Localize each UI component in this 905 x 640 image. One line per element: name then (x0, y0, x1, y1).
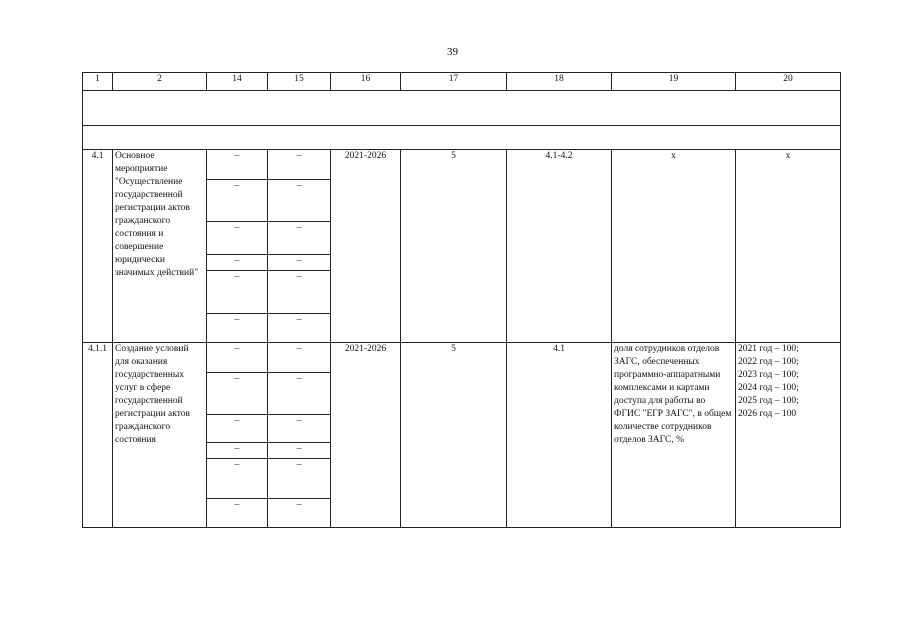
dash-cell: – (268, 180, 331, 222)
dash-cell: – (207, 459, 268, 499)
dash-cell: – (207, 150, 268, 180)
dash-cell: – (207, 343, 268, 373)
header-cell: 1 (83, 73, 113, 91)
header-cell: 19 (612, 73, 736, 91)
dash-cell: – (268, 443, 331, 459)
dash-cell: – (268, 150, 331, 180)
header-cell: 14 (207, 73, 268, 91)
col19-cell: х (612, 150, 736, 343)
col18-cell: 4.1-4.2 (507, 150, 612, 343)
header-cell: 18 (507, 73, 612, 91)
row-number: 4.1 (83, 150, 113, 343)
year-value: 2024 год – 100; (738, 383, 799, 393)
dash-cell: – (268, 343, 331, 373)
dash-cell: – (207, 222, 268, 255)
header-cell: 16 (331, 73, 401, 91)
header-cell: 15 (268, 73, 331, 91)
empty-cell (83, 91, 841, 126)
header-cell: 20 (736, 73, 841, 91)
dash-cell: – (207, 373, 268, 415)
page-number: 39 (447, 46, 458, 58)
dash-cell: – (268, 499, 331, 528)
empty-cell (83, 126, 841, 150)
dash-cell: – (207, 499, 268, 528)
header-cell: 17 (401, 73, 507, 91)
dash-cell: – (207, 443, 268, 459)
year-value: 2023 год – 100; (738, 370, 799, 380)
col17-cell: 5 (401, 343, 507, 528)
dash-cell: – (207, 180, 268, 222)
data-table (82, 72, 841, 528)
dash-cell: – (207, 255, 268, 271)
dash-cell: – (207, 415, 268, 443)
row-name: Основное мероприятие "Осуществление государственной регистрации актов гражданского состояния и совершение юридически значимых действий" (113, 150, 207, 343)
table-row (83, 343, 841, 373)
table-row (83, 150, 841, 180)
year-value: 2025 год – 100; (738, 396, 799, 406)
period-cell: 2021-2026 (331, 343, 401, 528)
dash-cell: – (268, 255, 331, 271)
dash-cell: – (268, 222, 331, 255)
dash-cell: – (207, 271, 268, 314)
year-value: 2026 год – 100 (738, 409, 797, 419)
row-number: 4.1.1 (83, 343, 113, 528)
empty-row (83, 126, 841, 150)
empty-row (83, 91, 841, 126)
year-value: 2021 год – 100; (738, 344, 799, 354)
col19-cell: доля сотрудников отделов ЗАГС, обеспеченных программно-аппаратными комплексами и картами доступа для работы во ФГИС "ЕГР ЗАГС", в общем количестве сотрудников отделов ЗАГС, % (612, 343, 736, 528)
header-row (83, 73, 841, 91)
dash-cell: – (268, 415, 331, 443)
header-cell: 2 (113, 73, 207, 91)
row-name: Создание условий для оказания государственных услуг в сфере государственной регистрации актов гражданского состояния (113, 343, 207, 528)
dash-cell: – (268, 271, 331, 314)
dash-cell: – (268, 373, 331, 415)
year-value: 2022 год – 100; (738, 357, 799, 367)
dash-cell: – (268, 459, 331, 499)
col20-cell: х (736, 150, 841, 343)
col20-cell (736, 343, 841, 528)
col17-cell: 5 (401, 150, 507, 343)
period-cell: 2021-2026 (331, 150, 401, 343)
col18-cell: 4.1 (507, 343, 612, 528)
dash-cell: – (207, 314, 268, 343)
dash-cell: – (268, 314, 331, 343)
